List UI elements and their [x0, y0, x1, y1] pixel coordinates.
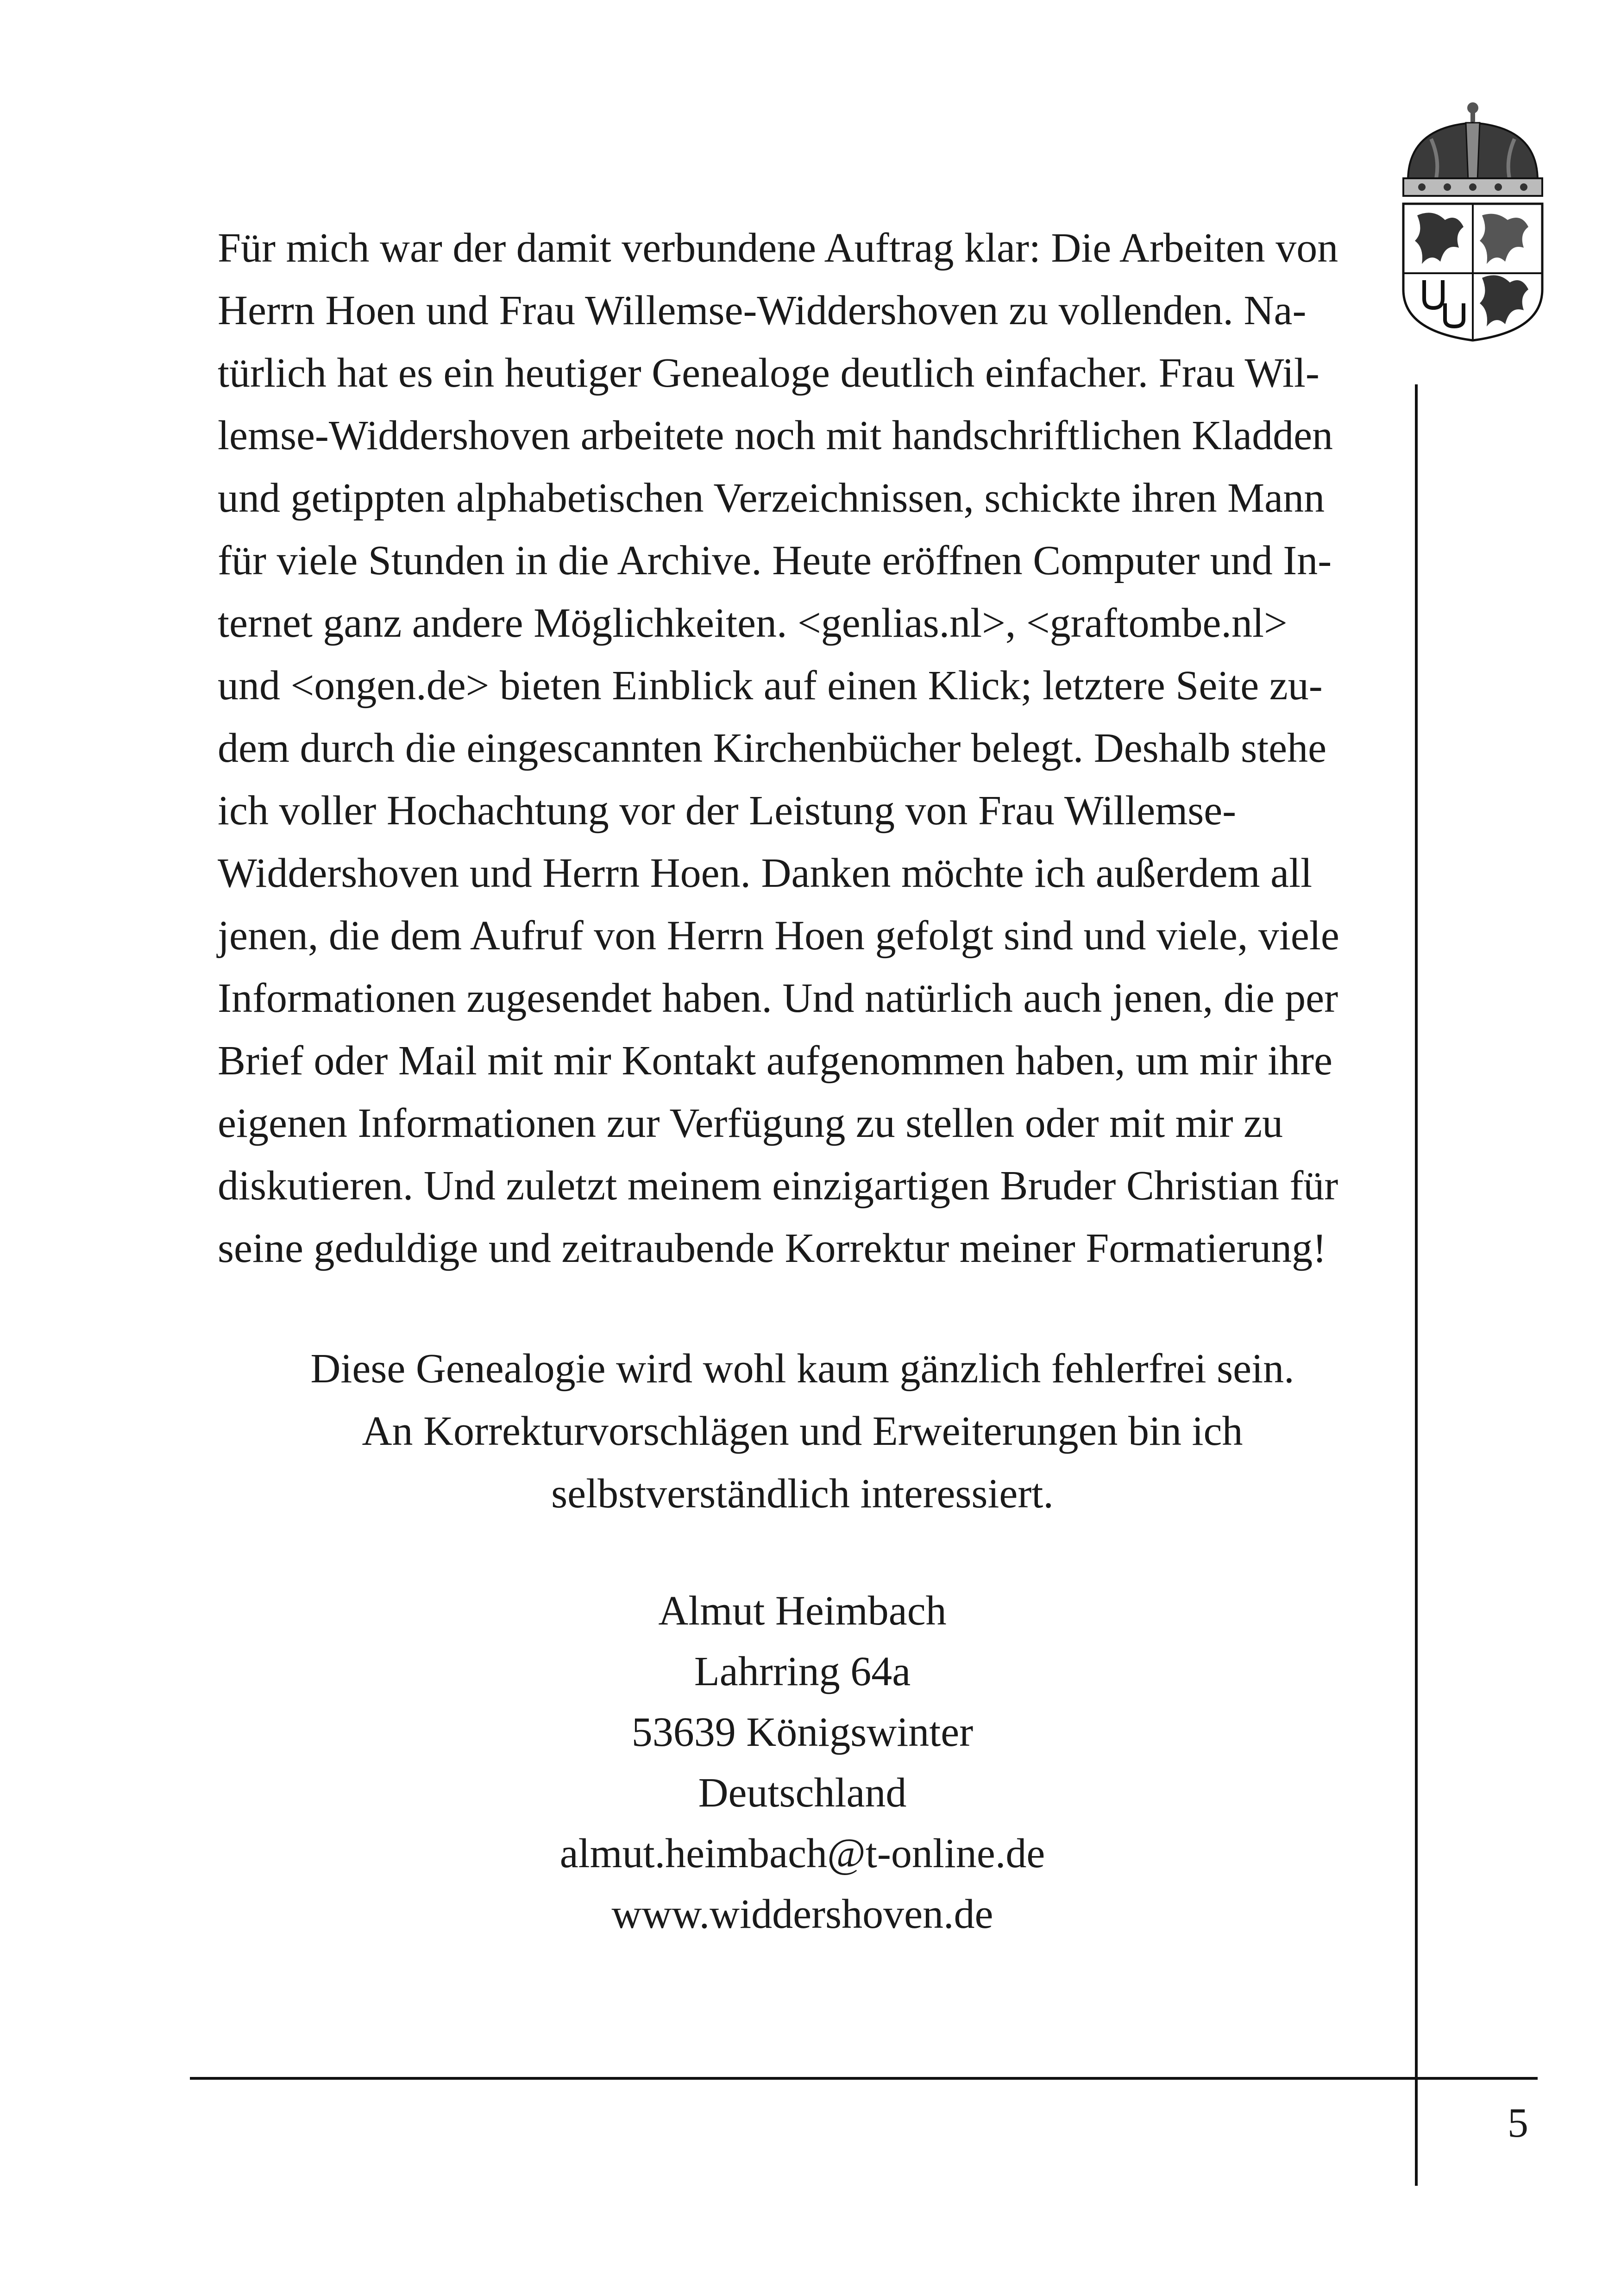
- closing-line: An Korrekturvorschlägen und Erweiterungen bin ich: [362, 1408, 1243, 1454]
- coat-of-arms-icon: [1389, 95, 1556, 345]
- closing-line: Diese Genealogie wird wohl kaum gänzlich fehlerfrei sein.: [310, 1346, 1294, 1392]
- body-paragraph: [218, 217, 1387, 1280]
- body-line: und getippten alphabetischen Verzeichnissen, schickte ihren Mann: [218, 475, 1325, 521]
- body-line: ternet ganz andere Möglichkeiten. <genlias.nl>, <graftombe.nl>: [218, 600, 1288, 646]
- author-name: Almut Heimbach: [658, 1588, 947, 1634]
- closing-line: selbstverständlich interessiert.: [551, 1471, 1054, 1517]
- crown-icon: [1403, 102, 1542, 196]
- body-line: lemse-Widdershoven arbeitete noch mit handschriftlichen Kladden: [218, 413, 1333, 458]
- website: www.widdershoven.de: [611, 1891, 993, 1937]
- body-line: für viele Stunden in die Archive. Heute eröffnen Computer und In-: [218, 538, 1332, 583]
- body-line: türlich hat es ein heutiger Genealoge deutlich einfacher. Frau Wil-: [218, 350, 1319, 396]
- body-line: dem durch die eingescannten Kirchenbücher belegt. Deshalb stehe: [218, 725, 1327, 771]
- body-line: ich voller Hochachtung vor der Leistung von Frau Willemse-: [218, 788, 1237, 834]
- street-address: Lahrring 64a: [694, 1649, 911, 1694]
- body-line: Brief oder Mail mit mir Kontakt aufgenommen haben, um mir ihre: [218, 1038, 1332, 1084]
- body-line: eigenen Informationen zur Verfügung zu stellen oder mit mir zu: [218, 1100, 1283, 1146]
- page-number: 5: [1508, 2100, 1528, 2146]
- body-line: Herrn Hoen und Frau Willemse-Widdershoven zu vollenden. Na-: [218, 288, 1307, 333]
- country: Deutschland: [698, 1770, 907, 1816]
- body-line: Widdershoven und Herrn Hoen. Danken möchte ich außerdem all: [218, 850, 1313, 896]
- body-line: seine geduldige und zeitraubende Korrektur meiner Formatierung!: [218, 1225, 1327, 1271]
- body-line: und <ongen.de> bieten Einblick auf einen Klick; letztere Seite zu-: [218, 663, 1323, 709]
- body-line: Informationen zugesendet haben. Und natürlich auch jenen, die per: [218, 975, 1338, 1021]
- closing-note: [218, 1337, 1387, 1525]
- body-line: Für mich war der damit verbundene Auftrag klar: Die Arbeiten von: [218, 225, 1338, 271]
- contact-address: [218, 1581, 1387, 1945]
- body-line: jenen, die dem Aufruf von Herrn Hoen gefolgt sind und viele, viele: [218, 913, 1339, 959]
- vertical-rule: [1415, 384, 1418, 2186]
- postal-city: 53639 Königswinter: [631, 1709, 974, 1755]
- email-address: almut.heimbach@t-online.de: [559, 1831, 1045, 1876]
- body-line: diskutieren. Und zuletzt meinem einzigartigen Bruder Christian für: [218, 1163, 1338, 1209]
- horizontal-rule: [190, 2077, 1538, 2080]
- shield-icon: [1403, 204, 1542, 340]
